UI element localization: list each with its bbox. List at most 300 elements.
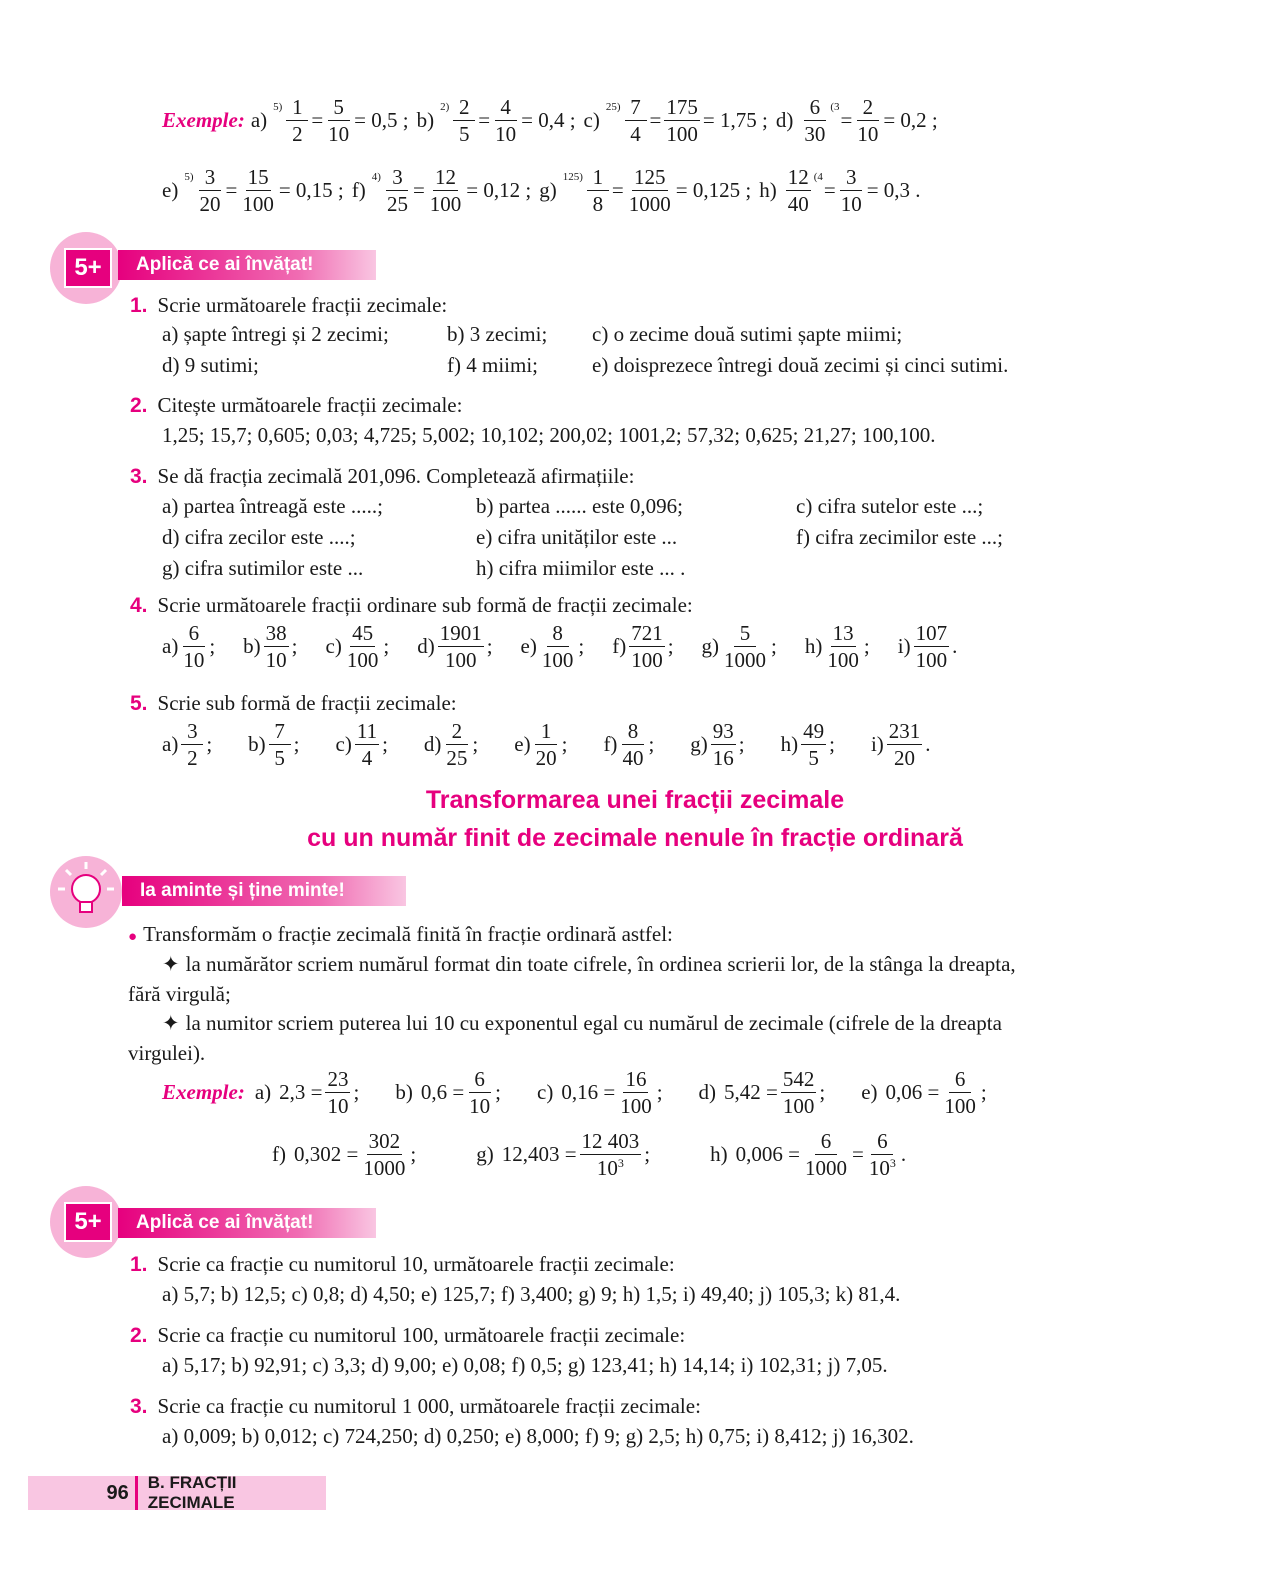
denominator: 10 <box>183 648 205 673</box>
numerator: 45 <box>350 622 375 647</box>
fraction-item <box>326 622 390 671</box>
decimal-value: 0,16 = <box>561 1080 616 1105</box>
denominator: 10 <box>840 192 862 217</box>
separator: ; <box>738 732 745 757</box>
item-letter: a) <box>162 634 179 659</box>
denominator: $10^3$ <box>868 1156 896 1181</box>
fraction <box>580 1130 642 1179</box>
fraction-item <box>521 622 585 671</box>
exercise-1-options: a) șapte întregi și 2 zecimi; b) 3 zecimi; c) o zecime două sutimi șapte miimi; d) 9 sutimi; f) 4 miimi; e) doisprezece întregi două zecimi și cinci sutimi. <box>162 322 1009 377</box>
result: = 0,2 ; <box>883 108 938 133</box>
denominator: 20 <box>894 746 916 771</box>
example-item <box>759 166 920 215</box>
equals: = <box>649 108 662 133</box>
amplification: 125) <box>562 170 583 183</box>
decimal-value: 0,6 = <box>420 1080 465 1105</box>
fraction <box>467 1068 492 1117</box>
numerator: 1 <box>587 166 609 191</box>
fraction <box>286 96 308 145</box>
rule-point-1: ✦ la numărător scriem numărul format din toate cifrele, în ordinea scrierii lor, de la stânga la dreapta, <box>162 952 1016 976</box>
example-item <box>584 96 768 145</box>
example-item <box>539 166 751 215</box>
separator: . <box>900 1142 907 1167</box>
decimal-value: 0,06 = <box>885 1080 940 1105</box>
denominator: 20 <box>535 746 557 771</box>
separator: ; <box>382 732 388 757</box>
fraction-item <box>603 720 654 769</box>
item-letter: a) <box>162 732 179 757</box>
item-letter: g) <box>690 732 708 757</box>
fraction <box>711 720 736 769</box>
fraction-item <box>248 720 299 769</box>
equals: = <box>225 178 238 203</box>
equals: = <box>311 108 324 133</box>
result: = 1,75 ; <box>702 108 768 133</box>
separator: ; <box>644 1142 651 1167</box>
example-item <box>395 1068 501 1117</box>
numerator: 5 <box>734 622 756 647</box>
numerator: 2 <box>453 96 475 121</box>
denominator: 10 <box>495 122 517 147</box>
footer-divider <box>135 1476 138 1510</box>
numerator: 3 <box>840 166 862 191</box>
amplification: 5) <box>184 170 194 183</box>
fraction <box>664 96 700 145</box>
numerator: 107 <box>914 622 950 647</box>
fraction <box>867 1130 898 1179</box>
cross-icon: ✦ <box>162 1011 180 1035</box>
amplification: 5) <box>273 100 283 113</box>
equals: = <box>611 178 624 203</box>
fraction-item <box>702 622 777 671</box>
exercise-2: 2. Citește următoarele fracții zecimale: <box>130 393 463 417</box>
numerator: 7 <box>269 720 291 745</box>
separator: ; <box>578 634 585 659</box>
fraction <box>326 96 351 145</box>
fraction <box>181 720 203 769</box>
denominator: 5 <box>808 746 819 771</box>
numerator: 8 <box>547 622 569 647</box>
exercise-4-fractions <box>162 622 985 671</box>
fraction <box>627 166 673 215</box>
separator: ; <box>291 634 298 659</box>
denominator: 10 <box>857 122 879 147</box>
separator: ; <box>829 732 835 757</box>
denominator: 10 <box>328 122 350 147</box>
denominator: 1000 <box>724 648 767 673</box>
denominator: 16 <box>712 746 734 771</box>
example-letter: c) <box>583 108 600 133</box>
example-item <box>776 96 938 145</box>
denominator: 4 <box>630 122 641 147</box>
rule-point-2: ✦ la numitor scriem puterea lui 10 cu exponentul egal cu numărul de zecimale (cifrele de la dreapta <box>162 1011 1002 1035</box>
numerator: 6 <box>804 96 826 121</box>
numerator: 8 <box>622 720 644 745</box>
separator: ; <box>353 1080 360 1105</box>
example-letter: b) <box>395 1080 413 1105</box>
banner-title: Aplică ce ai învățat! <box>136 254 314 275</box>
numerator: 721 <box>629 622 665 647</box>
numerator: 12 <box>433 166 458 191</box>
denominator: 2 <box>292 122 303 147</box>
result: = 0,4 ; <box>521 108 576 133</box>
example-item <box>162 166 344 215</box>
item-letter: b) <box>243 634 261 659</box>
fraction <box>361 1130 407 1179</box>
separator: ; <box>293 732 300 757</box>
example-item <box>476 1130 650 1179</box>
denominator: 20 <box>199 192 221 217</box>
example-letter: h) <box>710 1142 728 1167</box>
denominator: 1000 <box>363 1156 406 1181</box>
item-letter: h) <box>804 634 823 659</box>
fraction <box>942 1068 978 1117</box>
fraction <box>629 622 665 671</box>
numerator: 3 <box>199 166 221 191</box>
numerator: 302 <box>367 1130 403 1155</box>
fraction-item <box>690 720 744 769</box>
result: = 0,15 ; <box>278 178 344 203</box>
exercise-4: 4. Scrie următoarele fracții ordinare sub formă de fracții zecimale: <box>130 593 693 617</box>
amplification: 4) <box>371 170 381 183</box>
separator: ; <box>819 1080 826 1105</box>
numerator: 93 <box>711 720 736 745</box>
numerator: 7 <box>625 96 647 121</box>
example-item <box>251 96 409 145</box>
fraction <box>722 622 768 671</box>
fraction <box>198 166 223 215</box>
denominator: 100 <box>666 122 698 147</box>
exponent: 3 <box>617 1156 624 1171</box>
fraction <box>493 96 518 145</box>
equals: = <box>478 108 491 133</box>
example-letter: c) <box>537 1080 554 1105</box>
numerator: 38 <box>264 622 289 647</box>
numerator: 15 <box>246 166 271 191</box>
decimal-value: 5,42 = <box>724 1080 778 1105</box>
fraction <box>802 96 827 145</box>
fraction <box>345 622 381 671</box>
item-letter: f) <box>612 634 627 659</box>
fraction <box>839 166 864 215</box>
example-letter: g) <box>476 1142 494 1167</box>
example-item <box>417 96 576 145</box>
denominator: 10 <box>469 1094 491 1119</box>
denominator: 8 <box>592 192 604 217</box>
item-letter: f) <box>603 732 618 757</box>
fraction <box>855 96 880 145</box>
separator: ; <box>980 1080 987 1105</box>
equals: = <box>840 108 853 133</box>
rule-point-1-cont: fără virgulă; <box>128 982 231 1006</box>
fraction <box>264 622 289 671</box>
example-letter: d) <box>775 108 794 133</box>
equals: = <box>851 1142 864 1167</box>
numerator: 6 <box>815 1130 837 1155</box>
numerator: 6 <box>183 622 205 647</box>
separator: ; <box>206 732 213 757</box>
fraction-item <box>162 720 212 769</box>
fraction-item <box>243 622 297 671</box>
example-letter: g) <box>539 178 557 203</box>
exercise-5: 5. Scrie sub formă de fracții zecimale: <box>130 691 457 715</box>
decimal-value: 0,302 = <box>294 1142 359 1167</box>
equals: = <box>412 178 425 203</box>
exercise-6-list: a) 5,7; b) 12,5; c) 0,8; d) 4,50; e) 125,7; f) 3,400; g) 9; h) 1,5; i) 49,40; j) 105,3; k) 81,4. <box>162 1282 901 1306</box>
examples-row-2 <box>162 166 929 215</box>
denominator: 100 <box>827 648 859 673</box>
fraction <box>618 1068 654 1117</box>
equals: = <box>823 178 836 203</box>
denominator: 100 <box>429 192 462 217</box>
footer-section: B. FRACȚII ZECIMALE <box>147 1473 237 1512</box>
fraction-item <box>898 622 958 671</box>
result: = 0,12 ; <box>466 178 532 203</box>
denominator: 25 <box>386 192 408 217</box>
denominator: 10 <box>265 648 287 673</box>
separator: ; <box>656 1080 663 1105</box>
numerator: 1 <box>535 720 557 745</box>
fraction-item <box>805 622 870 671</box>
numerator: 1901 <box>438 622 484 647</box>
example-letter: f) <box>351 178 366 203</box>
fraction <box>786 166 811 215</box>
banner-apply <box>118 250 376 280</box>
numerator: 16 <box>623 1068 648 1093</box>
denominator: 5 <box>274 746 285 771</box>
numerator: 3 <box>181 720 203 745</box>
example-item <box>537 1068 663 1117</box>
amplification: 25) <box>605 100 621 113</box>
denominator: 100 <box>944 1094 976 1119</box>
denominator: 100 <box>631 648 663 673</box>
exercise-5-fractions <box>162 720 967 769</box>
example-item <box>255 1068 360 1117</box>
numerator: 3 <box>386 166 408 191</box>
banner-remember-title: Ia aminte și ține minte! <box>140 880 345 901</box>
fraction <box>540 622 576 671</box>
example-item <box>352 166 531 215</box>
exercise-3: 3. Se dă fracția zecimală 201,096. Completează afirmațiile: <box>130 464 635 488</box>
denominator: 10 <box>327 1094 349 1119</box>
decimal-value: 12,403 = <box>501 1142 577 1167</box>
separator: ; <box>648 732 655 757</box>
separator: ; <box>667 634 674 659</box>
banner-apply-2 <box>118 1208 376 1238</box>
item-letter: c) <box>335 732 352 757</box>
simplification: (4 <box>813 170 823 183</box>
example-letter: a) <box>250 108 268 133</box>
denominator: 100 <box>242 192 274 217</box>
numerator: 6 <box>469 1068 491 1093</box>
denominator: 5 <box>459 122 470 147</box>
fraction <box>444 720 469 769</box>
separator: ; <box>472 732 479 757</box>
exercise-1: 1. Scrie următoarele fracții zecimale: <box>130 293 448 317</box>
examples2-label: Exemple: <box>162 1080 245 1105</box>
fraction <box>181 622 206 671</box>
decimal-value: 2,3 = <box>279 1080 323 1105</box>
denominator: 2 <box>187 746 198 771</box>
lightbulb-badge <box>50 856 122 928</box>
separator: ; <box>209 634 216 659</box>
item-letter: b) <box>248 732 266 757</box>
numerator: 49 <box>801 720 826 745</box>
numerator: 175 <box>664 96 700 121</box>
denominator: $10^3$ <box>596 1156 624 1181</box>
fraction-item <box>514 720 567 769</box>
example-letter: e) <box>861 1080 878 1105</box>
result: = 0,125 ; <box>675 178 752 203</box>
numerator: 4 <box>495 96 517 121</box>
badge-5plus: 5+ <box>50 232 122 304</box>
separator: ; <box>771 634 777 659</box>
examples2-row-2 <box>272 1130 966 1179</box>
fraction <box>587 166 609 215</box>
exponent: 3 <box>889 1156 896 1171</box>
numerator: 2 <box>446 720 468 745</box>
item-letter: e) <box>514 732 531 757</box>
fraction <box>803 1130 849 1179</box>
section-title-line-1: Transformarea unei fracții zecimale <box>425 786 845 814</box>
item-letter: i) <box>870 732 884 757</box>
numerator: 5 <box>328 96 350 121</box>
separator: ; <box>486 634 493 659</box>
fraction-item <box>612 622 673 671</box>
amplification: 2) <box>440 100 450 113</box>
denominator: 100 <box>620 1094 652 1119</box>
simplification: (3 <box>830 100 840 113</box>
exercise-7: 2. Scrie ca fracție cu numitorul 100, următoarele fracții zecimale: <box>130 1323 686 1347</box>
page-number: 96 <box>106 1481 129 1504</box>
fraction-item <box>871 720 931 769</box>
banner-remember <box>122 876 406 906</box>
section-title-line-2: cu un număr finit de zecimale nenule în fracție ordinară <box>307 824 963 852</box>
denominator: 100 <box>915 648 948 673</box>
denominator: 40 <box>622 746 644 771</box>
result: = 0,5 ; <box>354 108 409 133</box>
lightbulb-icon <box>50 856 122 928</box>
example-item <box>272 1130 416 1179</box>
fraction <box>269 720 291 769</box>
fraction <box>453 96 475 145</box>
denominator: 1000 <box>628 192 671 217</box>
example-letter: a) <box>254 1080 272 1105</box>
item-letter: d) <box>417 634 435 659</box>
fraction <box>825 622 861 671</box>
separator: . <box>925 732 931 757</box>
fraction <box>355 720 379 769</box>
numerator: 23 <box>325 1068 350 1093</box>
example-item <box>710 1130 906 1179</box>
numerator: 1 <box>286 96 308 121</box>
numerator: 11 <box>355 720 379 745</box>
separator: ; <box>410 1142 417 1167</box>
item-letter: e) <box>520 634 537 659</box>
item-letter: i) <box>897 634 911 659</box>
example-letter: f) <box>272 1142 286 1167</box>
badge-5plus-2: 5+ <box>50 1186 122 1258</box>
fraction-item <box>781 720 835 769</box>
numerator: 2 <box>857 96 879 121</box>
numerator: 542 <box>781 1068 817 1093</box>
denominator: 100 <box>444 648 477 673</box>
example-letter: e) <box>162 178 179 203</box>
fraction <box>801 720 826 769</box>
separator: ; <box>495 1080 502 1105</box>
exercise-3-options: a) partea întreagă este .....; b) partea ...... este 0,096; c) cifra sutelor este ...; d) cifra zecilor este ....; e) cifra unităților este ... f) cifra zecimilor este ...; g) cifra sutimilor este ... h) cifra miimilor este ... . <box>162 494 1003 580</box>
numerator: 6 <box>871 1130 893 1155</box>
example-letter: h) <box>759 178 777 203</box>
denominator: 30 <box>804 122 826 147</box>
denominator: 4 <box>361 746 373 771</box>
page-footer <box>28 1473 326 1512</box>
exercise-6: 1. Scrie ca fracție cu numitorul 10, următoarele fracții zecimale: <box>130 1252 675 1276</box>
fraction <box>385 166 410 215</box>
example-letter: b) <box>416 108 435 133</box>
fraction <box>325 1068 350 1117</box>
item-letter: d) <box>423 732 442 757</box>
numerator: 12 403 <box>580 1130 642 1155</box>
denominator: 40 <box>787 192 809 217</box>
exercise-7-list: a) 5,17; b) 92,91; c) 3,3; d) 9,00; e) 0,08; f) 0,5; g) 123,41; h) 14,14; i) 102,31; j) 7,05. <box>162 1353 888 1377</box>
exercise-8: 3. Scrie ca fracție cu numitorul 1 000, următoarele fracții zecimale: <box>130 1394 701 1418</box>
fraction-item <box>162 622 215 671</box>
exercise-2-list: 1,25; 15,7; 0,605; 0,03; 4,725; 5,002; 10,102; 200,02; 1001,2; 57,32; 0,625; 21,27; 100,100. <box>162 423 936 447</box>
examples-row-1 <box>162 96 946 145</box>
separator: . <box>952 634 958 659</box>
fraction <box>781 1068 817 1117</box>
fraction <box>914 622 950 671</box>
banner-apply-2-title: Aplică ce ai învățat! <box>136 1212 314 1233</box>
example-letter: d) <box>698 1080 717 1105</box>
examples2-row-1 <box>162 1068 1023 1117</box>
separator: ; <box>561 732 568 757</box>
rule-point-2-cont: virgulei). <box>128 1041 206 1065</box>
fraction-item <box>417 622 492 671</box>
numerator: 13 <box>831 622 856 647</box>
fraction <box>887 720 923 769</box>
fraction-item <box>424 720 478 769</box>
numerator: 6 <box>949 1068 971 1093</box>
fraction <box>620 720 645 769</box>
item-letter: h) <box>780 732 799 757</box>
fraction <box>534 720 559 769</box>
denominator: 25 <box>446 746 468 771</box>
fraction-item <box>336 720 388 769</box>
separator: ; <box>383 634 390 659</box>
denominator: 100 <box>346 648 379 673</box>
item-letter: g) <box>701 634 720 659</box>
denominator: 100 <box>782 1094 815 1119</box>
rule-intro: ● Transformăm o fracție zecimală finită în fracție ordinară astfel: <box>128 922 673 946</box>
numerator: 231 <box>887 720 923 745</box>
bullet-icon: ● <box>128 929 138 945</box>
examples-label: Exemple: <box>162 108 245 133</box>
example-item <box>699 1068 826 1117</box>
numerator: 125 <box>632 166 668 191</box>
denominator: 100 <box>541 648 574 673</box>
cross-icon: ✦ <box>162 952 180 976</box>
item-letter: c) <box>325 634 342 659</box>
example-item <box>861 1068 987 1117</box>
fraction <box>428 166 464 215</box>
result: = 0,3 . <box>866 178 921 203</box>
fraction <box>625 96 647 145</box>
fraction <box>240 166 276 215</box>
separator: ; <box>863 634 870 659</box>
denominator: 1000 <box>804 1156 847 1181</box>
